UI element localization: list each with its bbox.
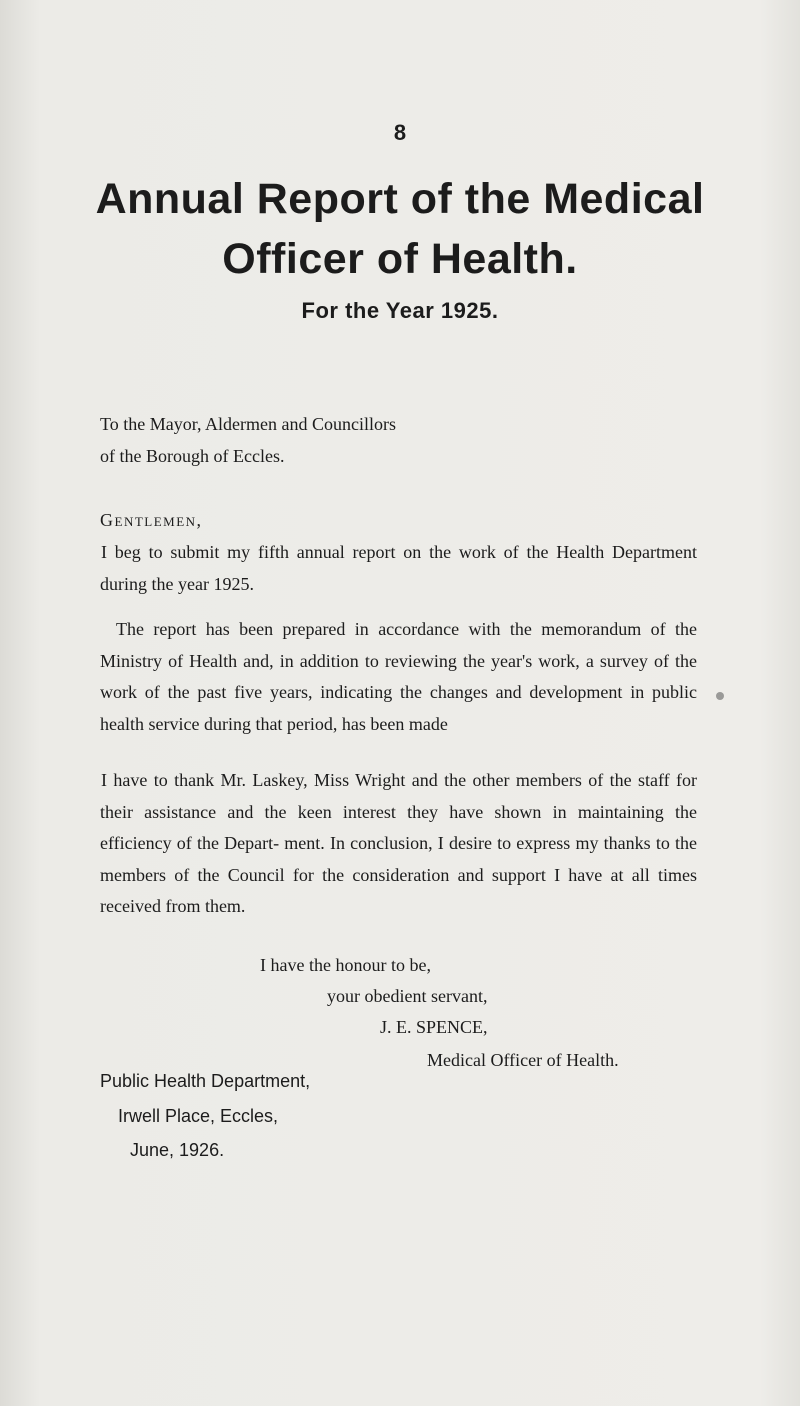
salutation: Gentlemen, (100, 510, 203, 530)
addressee-line-2: of the Borough of Eccles. (100, 446, 285, 466)
report-title-line-1: Annual Report of the Medical (95, 175, 705, 223)
paragraph-acknowledgements: I have to thank Mr. Laskey, Miss Wright and the other members of the staff for their assistance and the keen interest they have shown in maintaining the efficiency of the Depart- ment. In conclusion, I desire to express my thanks to the members of the Council for the consideration and support I have at all times received from them. (100, 770, 697, 916)
closing-line-2: your obedient servant, (327, 986, 488, 1006)
report-subtitle: For the Year 1925. (301, 298, 499, 323)
signatory-title: Medical Officer of Health. (427, 1050, 619, 1070)
closing-line-1: I have the honour to be, (260, 955, 431, 975)
signatory-name: J. E. SPENCE, (380, 1017, 488, 1037)
addressee-line-1: To the Mayor, Aldermen and Councillors (100, 414, 396, 434)
sender-line-1: Public Health Department, (100, 1071, 311, 1091)
paragraph-report-preparation: The report has been prepared in accordance with the memorandum of the Ministry of Health and, in addition to reviewing the year's work, a survey of the work of the past five years, indicating the changes and development in public health service during that period, has been made (100, 619, 697, 734)
report-title-line-2: Officer of Health. (222, 235, 578, 283)
paper-speck (716, 692, 724, 700)
sender-date: June, 1926. (130, 1140, 225, 1160)
sender-line-2: Irwell Place, Eccles, (118, 1106, 279, 1126)
page-number: 8 (393, 120, 407, 145)
paragraph-submission: I beg to submit my fifth annual report on the work of the Health Department during the year 1925. (100, 542, 697, 594)
